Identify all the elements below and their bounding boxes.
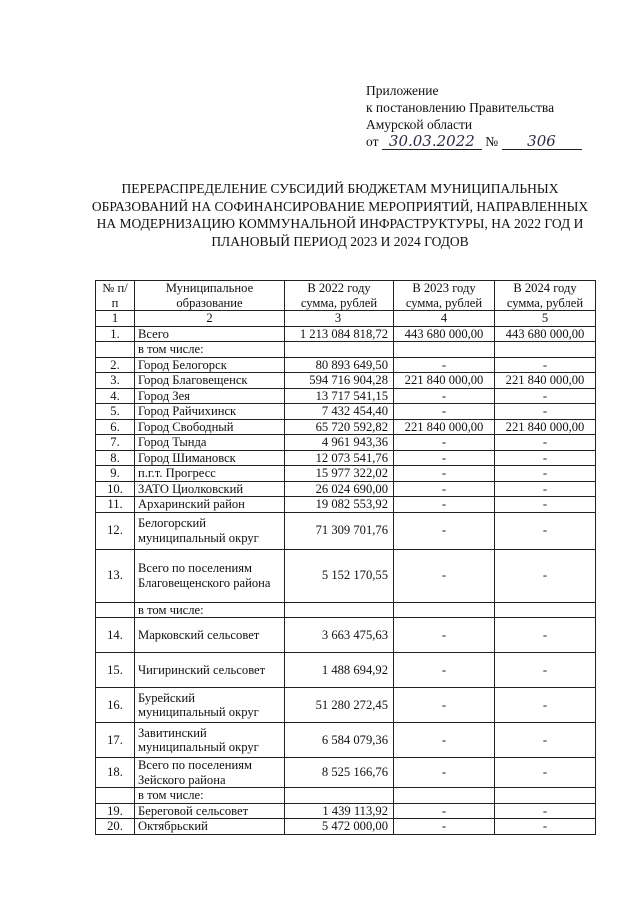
row-sum-2024: - (495, 688, 596, 723)
row-municipality: в том числе: (135, 602, 285, 618)
row-sum-2022: 19 082 553,92 (285, 497, 394, 513)
date-value: 30.03.2022 (382, 133, 482, 150)
row-number (96, 602, 135, 618)
row-municipality: в том числе: (135, 788, 285, 804)
row-sum-2022: 65 720 592,82 (285, 419, 394, 435)
row-sum-2023: - (394, 653, 495, 688)
row-sum-2023: - (394, 723, 495, 758)
row-sum-2022: 5 152 170,55 (285, 549, 394, 602)
row-sum-2024: - (495, 450, 596, 466)
header-municipality: Муниципальное образование (135, 281, 285, 311)
row-sum-2023: - (394, 388, 495, 404)
row-municipality: Береговой сельсовет (135, 803, 285, 819)
row-number (96, 342, 135, 358)
row-sum-2024: - (495, 819, 596, 835)
row-number: 4. (96, 388, 135, 404)
row-sum-2022: 71 309 701,76 (285, 512, 394, 549)
table-row (96, 512, 596, 549)
row-number: 19. (96, 803, 135, 819)
row-municipality: Октябрьский (135, 819, 285, 835)
numbering-cell: 5 (495, 311, 596, 327)
table-row (96, 758, 596, 788)
row-number: 3. (96, 373, 135, 389)
table-header-row (96, 281, 596, 311)
row-municipality: Чигиринский сельсовет (135, 653, 285, 688)
row-number: 6. (96, 419, 135, 435)
row-number: 5. (96, 404, 135, 420)
table-row (96, 653, 596, 688)
table-numbering-row (96, 311, 596, 327)
table-row (96, 404, 596, 420)
table-row (96, 388, 596, 404)
row-number: 11. (96, 497, 135, 513)
row-sum-2022: 594 716 904,28 (285, 373, 394, 389)
row-sum-2022: 1 439 113,92 (285, 803, 394, 819)
appendix-line: Приложение (366, 83, 439, 98)
row-sum-2024: - (495, 723, 596, 758)
row-sum-2023: - (394, 758, 495, 788)
row-sum-2023: 443 680 000,00 (394, 326, 495, 342)
row-municipality: Бурейский муниципальный округ (135, 688, 285, 723)
row-sum-2022: 8 525 166,76 (285, 758, 394, 788)
header-2024: В 2024 году сумма, рублей (495, 281, 596, 311)
row-number: 13. (96, 549, 135, 602)
row-sum-2023: - (394, 450, 495, 466)
row-number: 7. (96, 435, 135, 451)
row-sum-2023: - (394, 549, 495, 602)
row-municipality: Город Благовещенск (135, 373, 285, 389)
row-sum-2022: 4 961 943,36 (285, 435, 394, 451)
numbering-cell: 2 (135, 311, 285, 327)
row-sum-2024: - (495, 803, 596, 819)
numbering-cell: 4 (394, 311, 495, 327)
row-number: 14. (96, 618, 135, 653)
row-sum-2024: - (495, 618, 596, 653)
header-number: № п/п (96, 281, 135, 311)
row-sum-2024: - (495, 549, 596, 602)
row-sum-2022: 15 977 322,02 (285, 466, 394, 482)
table-row (96, 373, 596, 389)
row-sum-2023: - (394, 466, 495, 482)
row-sum-2023: - (394, 497, 495, 513)
table-row (96, 549, 596, 602)
row-municipality: Город Белогорск (135, 357, 285, 373)
row-sum-2022: 26 024 690,00 (285, 481, 394, 497)
row-sum-2024: - (495, 435, 596, 451)
table-row (96, 819, 596, 835)
row-sum-2024: - (495, 653, 596, 688)
number-value: 306 (502, 133, 582, 150)
row-sum-2023: - (394, 512, 495, 549)
row-sum-2023: - (394, 688, 495, 723)
row-sum-2024 (495, 602, 596, 618)
table-row (96, 497, 596, 513)
table-body (96, 326, 596, 834)
row-sum-2022: 5 472 000,00 (285, 819, 394, 835)
table-row (96, 466, 596, 482)
row-municipality: Всего (135, 326, 285, 342)
row-municipality: п.г.т. Прогресс (135, 466, 285, 482)
row-sum-2023 (394, 602, 495, 618)
row-number: 8. (96, 450, 135, 466)
table-row (96, 481, 596, 497)
row-sum-2022: 80 893 649,50 (285, 357, 394, 373)
row-sum-2023: 221 840 000,00 (394, 373, 495, 389)
row-number: 9. (96, 466, 135, 482)
row-sum-2022: 1 488 694,92 (285, 653, 394, 688)
row-municipality: Марковский сельсовет (135, 618, 285, 653)
row-municipality: Белогорский муниципальный округ (135, 512, 285, 549)
row-sum-2022 (285, 602, 394, 618)
row-number: 16. (96, 688, 135, 723)
table-row (96, 723, 596, 758)
row-sum-2022: 3 663 475,63 (285, 618, 394, 653)
row-municipality: Архаринский район (135, 497, 285, 513)
numbering-cell: 3 (285, 311, 394, 327)
table-row (96, 326, 596, 342)
row-sum-2022: 6 584 079,36 (285, 723, 394, 758)
row-number: 15. (96, 653, 135, 688)
appendix-line: к постановлению Правительства (366, 100, 555, 115)
table-row (96, 450, 596, 466)
row-sum-2024: - (495, 388, 596, 404)
table-row (96, 618, 596, 653)
row-sum-2024: - (495, 357, 596, 373)
row-sum-2024: - (495, 481, 596, 497)
row-sum-2022: 13 717 541,15 (285, 388, 394, 404)
row-sum-2024: - (495, 512, 596, 549)
row-municipality: Всего по поселениям Зейского района (135, 758, 285, 788)
row-sum-2022 (285, 342, 394, 358)
row-municipality: Завитинский муниципальный округ (135, 723, 285, 758)
row-municipality: в том числе: (135, 342, 285, 358)
table-row (96, 803, 596, 819)
row-sum-2022: 51 280 272,45 (285, 688, 394, 723)
row-sum-2022 (285, 788, 394, 804)
appendix-line: Амурской области (366, 117, 473, 132)
row-number: 20. (96, 819, 135, 835)
row-municipality: ЗАТО Циолковский (135, 481, 285, 497)
row-sum-2023: - (394, 819, 495, 835)
table-row (96, 688, 596, 723)
row-sum-2024: - (495, 404, 596, 420)
row-sum-2023 (394, 788, 495, 804)
row-municipality: Город Тында (135, 435, 285, 451)
row-municipality: Город Зея (135, 388, 285, 404)
header-2022: В 2022 году сумма, рублей (285, 281, 394, 311)
row-sum-2024 (495, 342, 596, 358)
table-row (96, 357, 596, 373)
appendix-date-line (366, 133, 582, 150)
row-sum-2024 (495, 788, 596, 804)
row-sum-2023: - (394, 481, 495, 497)
row-sum-2023 (394, 342, 495, 358)
row-sum-2022: 7 432 454,40 (285, 404, 394, 420)
row-sum-2024: 221 840 000,00 (495, 373, 596, 389)
row-sum-2023: 221 840 000,00 (394, 419, 495, 435)
row-number: 10. (96, 481, 135, 497)
row-number: 12. (96, 512, 135, 549)
row-sum-2024: - (495, 466, 596, 482)
row-sum-2022: 12 073 541,76 (285, 450, 394, 466)
table-row (96, 602, 596, 618)
row-sum-2023: - (394, 803, 495, 819)
row-number: 2. (96, 357, 135, 373)
row-sum-2023: - (394, 435, 495, 451)
table-row (96, 435, 596, 451)
row-municipality: Город Райчихинск (135, 404, 285, 420)
row-number: 18. (96, 758, 135, 788)
row-sum-2023: - (394, 618, 495, 653)
row-sum-2024: 221 840 000,00 (495, 419, 596, 435)
row-number (96, 788, 135, 804)
document-title: ПЕРЕРАСПРЕДЕЛЕНИЕ СУБСИДИЙ БЮДЖЕТАМ МУНИЦИПАЛЬНЫХ ОБРАЗОВАНИЙ НА СОФИНАНСИРОВАНИЕ МЕРОПРИЯТИЙ, НАПРАВЛЕННЫХ НА МОДЕРНИЗАЦИЮ КОММУНАЛЬНОЙ ИНФРАСТРУКТУРЫ, НА 2022 ГОД И ПЛАНОВЫЙ ПЕРИОД 2023 И 2024 ГОДОВ (91, 181, 589, 249)
row-number: 17. (96, 723, 135, 758)
header-2023: В 2023 году сумма, рублей (394, 281, 495, 311)
row-sum-2024: 443 680 000,00 (495, 326, 596, 342)
row-sum-2022: 1 213 084 818,72 (285, 326, 394, 342)
date-prefix: от (366, 134, 379, 149)
row-number: 1. (96, 326, 135, 342)
appendix-block (366, 82, 582, 150)
numbering-cell: 1 (96, 311, 135, 327)
table-row (96, 342, 596, 358)
row-sum-2023: - (394, 404, 495, 420)
subsidy-table (95, 280, 596, 835)
table-row (96, 788, 596, 804)
row-municipality: Город Шимановск (135, 450, 285, 466)
row-municipality: Всего по поселениям Благовещенского района (135, 549, 285, 602)
row-sum-2024: - (495, 497, 596, 513)
table-row (96, 419, 596, 435)
row-municipality: Город Свободный (135, 419, 285, 435)
row-sum-2023: - (394, 357, 495, 373)
number-prefix: № (485, 134, 499, 149)
row-sum-2024: - (495, 758, 596, 788)
